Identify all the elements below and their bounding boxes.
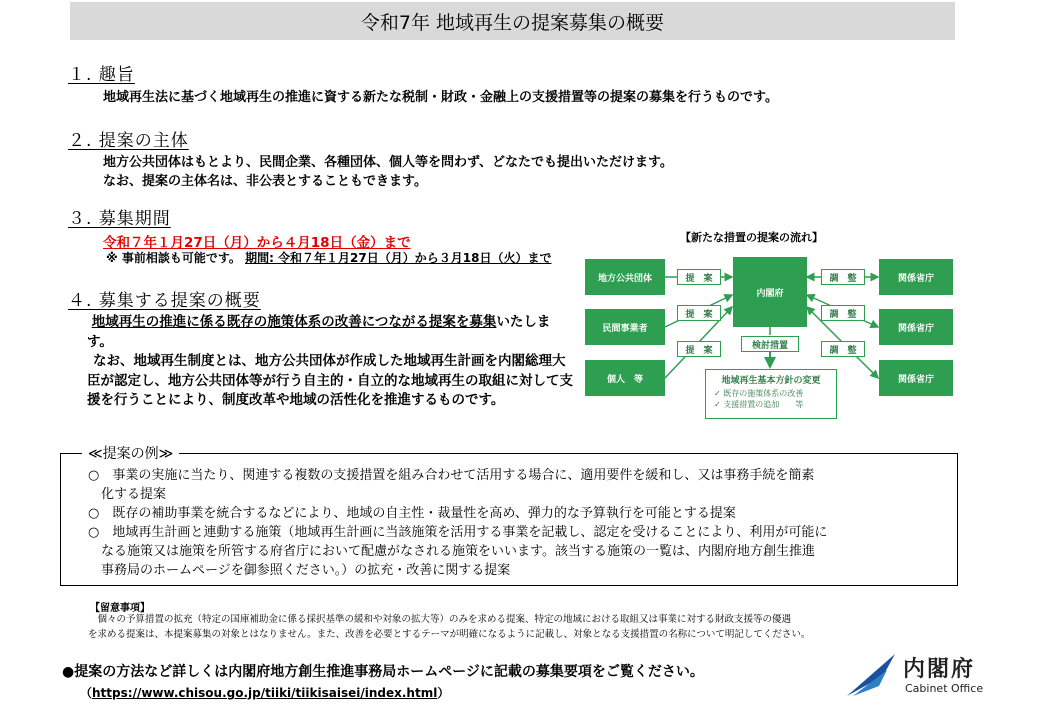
example-item: なる施策又は施策を所管する府省庁において配慮がなされる施策をいいます。該当する施策の一覧は、内閣府地方創生推進 — [88, 544, 815, 559]
flow-caption: 【新たな措置の提案の流れ】 — [680, 231, 823, 244]
section-4-para2: なお、地域再生制度とは、地方公共団体が作成した地域再生計画を内閣総理大臣が認定し、地方公共団体等が行う自主的・自立的な地域再生の取組に対して支援を行うことにより、制度改革や地域の活性化を推進するものです。 — [87, 353, 573, 408]
section-4-heading: ４. 募集する提案の概要 — [68, 291, 261, 311]
flow-propose-label-2: 提 案 — [677, 305, 721, 321]
flow-left-box-1: 地方公共団体 — [585, 259, 665, 295]
consultation-note — [106, 249, 551, 268]
flow-left-box-3: 個人 等 — [585, 360, 665, 396]
flow-propose-label-3: 提 案 — [677, 341, 721, 357]
logo-jp-text: 内閣府 — [903, 657, 976, 682]
footer-url-line — [80, 684, 449, 701]
flow-policy-item-1: ✓ 既存の施策体系の改善 — [714, 389, 804, 398]
page-title-text: 令和7年 地域再生の提案募集の概要 — [360, 11, 665, 34]
flow-right-box-2: 関係省庁 — [879, 309, 953, 345]
flow-policy-item-2: ✓ 支援措置の追加 等 — [714, 400, 804, 409]
section-1-heading: １. 趣旨 — [68, 65, 135, 85]
example-item: ○ 地域再生計画と連動する施策（地域再生計画に当該施策を活用する事業を記載し、認定を受けることにより、利用が可能に — [88, 525, 828, 540]
flow-diagram — [585, 255, 955, 420]
flow-left-box-2: 民間事業者 — [585, 309, 665, 345]
flow-right-box-3: 関係省庁 — [879, 360, 953, 396]
notes-body — [88, 612, 958, 642]
section-3-heading: ３. 募集期間 — [68, 209, 171, 229]
flow-adjust-label-1: 調 整 — [821, 269, 865, 285]
section-2-line2: なお、提案の主体名は、非公表とすることもできます。 — [103, 174, 427, 189]
flow-policy-box — [705, 369, 837, 419]
examples-list — [88, 466, 948, 580]
flow-policy-title: 地域再生基本方針の変更 — [721, 376, 821, 386]
examples-legend: ≪提案の例≫ — [82, 443, 179, 463]
cabinet-office-emblem-icon — [843, 652, 899, 698]
url-open-paren: （ — [80, 686, 93, 700]
flow-right-box-1: 関係省庁 — [879, 259, 953, 295]
flow-center-box: 内閣府 — [733, 257, 807, 327]
footer-text: ●提案の方法など詳しくは内閣府地方創生推進事務局ホームページに記載の募集要項をご覧ください。 — [62, 664, 704, 680]
section-2-line1: 地方公共団体はもとより、民間企業、各種団体、個人等を問わず、どなたでも提出いただけます。 — [103, 155, 673, 170]
notes-line-2: を求める提案は、本提案募集の対象とはなりません。また、改善を必要とするテーマが明確になるように記載し、対象となる支援措置の名称について明記してください。 — [88, 629, 811, 640]
recruitment-period: 令和７年１月27日（月）から４月18日（金）まで — [103, 235, 411, 251]
logo-en-text: Cabinet Office — [905, 682, 984, 695]
section-4-paragraph — [87, 313, 574, 411]
consultation-period: 期間: 令和７年１月27日（月）から３月18日（火）まで — [245, 251, 552, 265]
section-4-para1 — [87, 313, 574, 352]
example-item: ○ 事業の実施に当たり、関連する複数の支援措置を組み合わせて活用する場合に、適用要件を緩和し、又は事務手続を簡素 — [88, 468, 815, 483]
section-4-para1-underlined: 地域再生の推進に係る既存の施策体系の改善につながる提案を募集 — [91, 314, 497, 330]
example-item: 事務局のホームページを御参照ください。）の拡充・改善に関する提案 — [88, 563, 511, 578]
page-title — [70, 2, 955, 40]
section-2-heading: ２. 提案の主体 — [68, 131, 189, 151]
section-4-para1-rest: いたします。 — [87, 314, 551, 350]
cabinet-office-logo — [843, 652, 1003, 702]
example-item: 化する提案 — [88, 487, 167, 502]
example-item: ○ 既存の補助事業を統合するなどにより、地域の自主性・裁量性を高め、弾力的な予算執行を可能とする提案 — [88, 506, 736, 521]
flow-review-label: 検討措置 — [741, 336, 799, 352]
consultation-note-prefix: ※ 事前相談も可能です。 — [106, 251, 241, 265]
notes-line-1: 個々の予算措置の拡充（特定の国庫補助金に係る採択基準の緩和や対象の拡大等）のみを求める提案、特定の地域における取組又は事業に対する財政支援等の優遇 — [88, 614, 792, 625]
notes-heading: 【留意事項】 — [90, 603, 150, 614]
homepage-link[interactable]: https://www.chisou.go.jp/tiiki/tiikisaisei/index.html — [92, 686, 438, 700]
flow-propose-label-1: 提 案 — [677, 269, 721, 285]
url-close-paren: ） — [437, 686, 450, 700]
flow-adjust-label-3: 調 整 — [821, 341, 865, 357]
section-1-text: 地域再生法に基づく地域再生の推進に資する新たな税制・財政・金融上の支援措置等の提案の募集を行うものです。 — [103, 90, 778, 105]
flow-adjust-label-2: 調 整 — [821, 305, 865, 321]
